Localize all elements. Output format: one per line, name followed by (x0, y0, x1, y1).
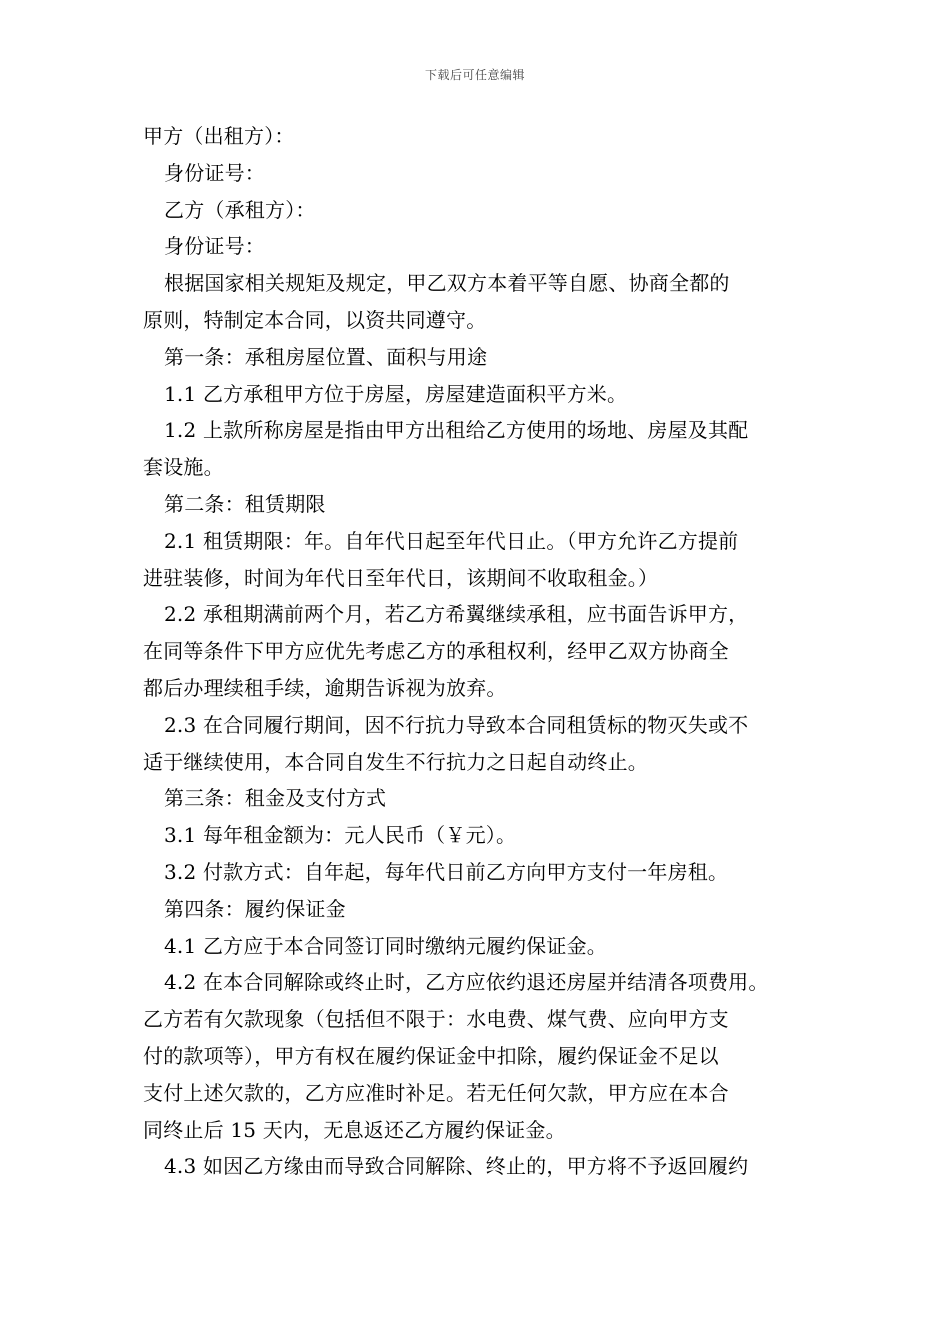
clause-line: 付的款项等），甲方有权在履约保证金中扣除，履约保证金不足以 (143, 1043, 719, 1068)
clause-line: 乙方若有欠款现象（包括但不限于：水电费、煤气费、应向甲方支 (143, 1007, 729, 1032)
clause-line: 4.3 如因乙方缘由而导致合同解除、终止的，甲方将不予返回履约 (164, 1154, 749, 1179)
page-header: 下载后可任意编辑 (424, 68, 525, 82)
clause-line: 在同等条件下甲方应优先考虑乙方的承租权利，经甲乙双方协商全 (143, 639, 729, 664)
article-heading: 第一条：承租房屋位置、面积与用途 (164, 344, 488, 369)
clause-line: 2.1 租赁期限：年。自年代日起至年代日止。（甲方允许乙方提前 (164, 528, 739, 553)
clause-line: 同终止后 15 天内，无息返还乙方履约保证金。 (143, 1117, 566, 1142)
clause-line: 4.1 乙方应于本合同签订同时缴纳元履约保证金。 (164, 933, 607, 958)
party-b-line: 乙方（承租方）： (164, 197, 316, 222)
party-b-id-line: 身份证号： (164, 234, 265, 259)
clause-line: 套设施。 (143, 455, 224, 480)
clause-line: 1.2 上款所称房屋是指由甲方出租给乙方使用的场地、房屋及其配 (164, 418, 749, 443)
clause-line: 3.1 每年租金额为：元人民币（￥元）。 (164, 823, 517, 848)
preamble-line: 原则，特制定本合同，以资共同遵守。 (143, 307, 487, 332)
article-heading: 第三条：租金及支付方式 (164, 786, 387, 811)
clause-line: 2.3 在合同履行期间，因不行抗力导致本合同租赁标的物灭失或不 (164, 712, 749, 737)
clause-line: 都后办理续租手续，逾期告诉视为放弃。 (143, 675, 507, 700)
clause-line: 1.1 乙方承租甲方位于房屋，房屋建造面积平方米。 (164, 381, 628, 406)
article-heading: 第二条：租赁期限 (164, 491, 326, 516)
clause-line: 3.2 付款方式：自年起，每年代日前乙方向甲方支付一年房租。 (164, 859, 729, 884)
preamble-line: 根据国家相关规矩及规定，甲乙双方本着平等自愿、协商全都的 (164, 271, 730, 296)
clause-line: 2.2 承租期满前两个月，若乙方希翼继续承租，应书面告诉甲方， (164, 602, 749, 627)
party-a-line: 甲方（出租方）： (143, 124, 295, 148)
clause-line: 适于继续使用，本合同自发生不行抗力之日起自动终止。 (143, 749, 648, 774)
party-a-id-line: 身份证号： (164, 160, 265, 185)
contract-body (143, 118, 808, 1185)
clause-line: 支付上述欠款的，乙方应准时补足。若无任何欠款，甲方应在本合 (143, 1080, 729, 1105)
article-heading: 第四条：履约保证金 (164, 896, 346, 921)
clause-line: 进驻装修，时间为年代日至年代日，该期间不收取租金。） (143, 565, 659, 590)
clause-line: 4.2 在本合同解除或终止时，乙方应依约退还房屋并结清各项费用。 (164, 970, 769, 995)
